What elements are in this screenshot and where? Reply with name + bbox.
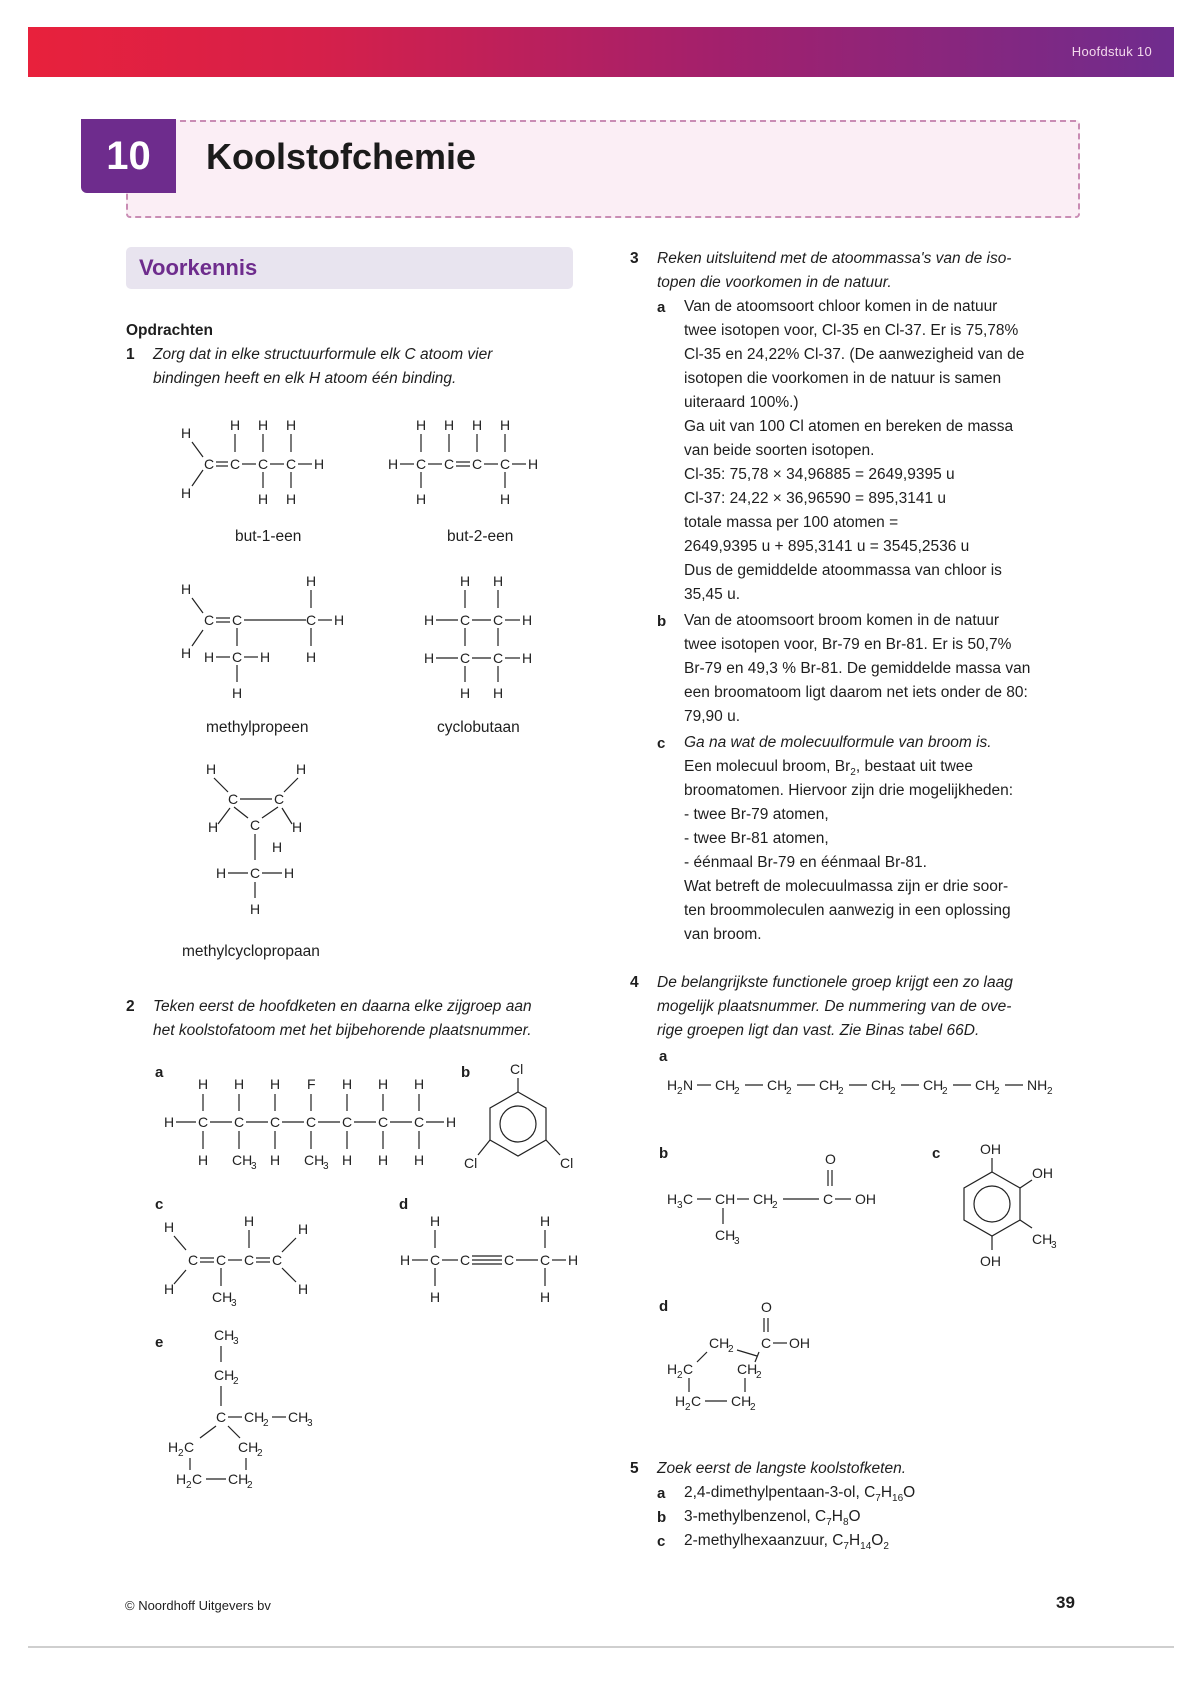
svg-text:C: C bbox=[216, 1409, 227, 1425]
chapter-title: Koolstofchemie bbox=[206, 136, 477, 177]
svg-text:H: H bbox=[176, 1471, 187, 1487]
svg-text:H: H bbox=[314, 456, 325, 472]
svg-text:CH: CH bbox=[288, 1409, 309, 1425]
bottom-rule bbox=[28, 1646, 1174, 1648]
svg-text:C: C bbox=[378, 1114, 389, 1130]
svg-text:C: C bbox=[416, 456, 427, 472]
q4-text-1: De belangrijkste functionele groep krijgt een zo laag bbox=[657, 974, 1013, 991]
svg-text:C: C bbox=[198, 1114, 209, 1130]
svg-text:2: 2 bbox=[734, 1086, 740, 1097]
svg-text:H: H bbox=[500, 417, 511, 433]
q5-label-c: c bbox=[657, 1533, 666, 1550]
svg-text:O: O bbox=[825, 1151, 836, 1167]
svg-text:H: H bbox=[298, 1281, 309, 1297]
svg-text:H: H bbox=[667, 1077, 678, 1093]
svg-text:CH: CH bbox=[731, 1393, 752, 1409]
svg-text:3: 3 bbox=[251, 1161, 257, 1172]
svg-text:O: O bbox=[761, 1299, 772, 1315]
svg-text:H: H bbox=[284, 865, 295, 881]
svg-text:H: H bbox=[292, 819, 303, 835]
q4-label-a: a bbox=[659, 1048, 668, 1065]
svg-text:C: C bbox=[204, 612, 215, 628]
svg-text:C: C bbox=[230, 456, 241, 472]
svg-text:H: H bbox=[430, 1289, 441, 1305]
svg-text:H: H bbox=[446, 1114, 457, 1130]
svg-text:C: C bbox=[216, 1252, 227, 1268]
q3a-line: van beide soorten isotopen. bbox=[684, 442, 875, 459]
svg-text:C: C bbox=[234, 1114, 245, 1130]
q4-text-2: mogelijk plaatsnummer. De nummering van de ove- bbox=[657, 998, 1012, 1015]
q5-number: 5 bbox=[630, 1460, 639, 1477]
svg-text:H: H bbox=[244, 1213, 255, 1229]
svg-text:H: H bbox=[378, 1076, 389, 1092]
svg-text:H: H bbox=[528, 456, 539, 472]
q4-label-c: c bbox=[932, 1145, 941, 1162]
svg-text:H: H bbox=[522, 612, 533, 628]
caption-but-2-een: but-2-een bbox=[447, 528, 514, 545]
svg-text:Cl: Cl bbox=[560, 1155, 574, 1171]
svg-text:H: H bbox=[204, 649, 215, 665]
q3-intro-1: Reken uitsluitend met de atoommassa's van de iso- bbox=[657, 250, 1012, 267]
svg-text:CH: CH bbox=[975, 1077, 996, 1093]
q5-label-b: b bbox=[657, 1509, 667, 1526]
q2-label-d: d bbox=[399, 1196, 409, 1213]
svg-text:H: H bbox=[493, 685, 504, 701]
structure-q2e bbox=[166, 1322, 366, 1492]
svg-text:3: 3 bbox=[323, 1161, 329, 1172]
q3c-line: - twee Br-81 atomen, bbox=[684, 830, 829, 847]
q3c-line: - twee Br-79 atomen, bbox=[684, 806, 829, 823]
svg-text:2: 2 bbox=[994, 1086, 1000, 1097]
svg-text:3: 3 bbox=[231, 1298, 237, 1309]
svg-text:H: H bbox=[493, 573, 504, 589]
q3a-line: Cl-37: 24,22 × 36,96590 = 895,3141 u bbox=[684, 490, 946, 507]
svg-text:2: 2 bbox=[728, 1344, 734, 1355]
q3c-line: ten broommoleculen aanwezig in een oplossing bbox=[684, 902, 1011, 919]
svg-text:H: H bbox=[424, 650, 435, 666]
svg-text:H: H bbox=[416, 417, 427, 433]
svg-text:C: C bbox=[184, 1439, 195, 1455]
q3a-line: Dus de gemiddelde atoommassa van chloor is bbox=[684, 562, 1002, 579]
svg-text:CH: CH bbox=[228, 1471, 249, 1487]
svg-text:H: H bbox=[522, 650, 533, 666]
svg-text:H: H bbox=[181, 645, 192, 661]
caption-cyclobutaan: cyclobutaan bbox=[437, 719, 520, 736]
q1-text-1: Zorg dat in elke structuurformule elk C atoom vier bbox=[153, 346, 493, 363]
q3c-line: Wat betreft de molecuulmassa zijn er drie soor- bbox=[684, 878, 1009, 895]
svg-text:CH: CH bbox=[923, 1077, 944, 1093]
structure-cyclobutaan bbox=[420, 568, 570, 701]
structure-q4b bbox=[667, 1150, 917, 1250]
svg-text:CH: CH bbox=[709, 1335, 730, 1351]
q3b-line: 79,90 u. bbox=[684, 708, 741, 725]
q3a-line: uiteraard 100%.) bbox=[684, 394, 799, 411]
svg-text:Cl: Cl bbox=[464, 1155, 478, 1171]
svg-text:H: H bbox=[540, 1289, 551, 1305]
svg-text:2: 2 bbox=[772, 1200, 778, 1211]
caption-methylpropeen: methylpropeen bbox=[206, 719, 309, 736]
q4-text-3: rige groepen ligt dan vast. Zie Binas tabel 66D. bbox=[657, 1022, 980, 1039]
svg-text:H: H bbox=[270, 1152, 281, 1168]
svg-text:H: H bbox=[424, 612, 435, 628]
q3b-line: Br-79 en 49,3 % Br-81. De gemiddelde massa van bbox=[684, 660, 1031, 677]
svg-text:2: 2 bbox=[677, 1086, 683, 1097]
svg-text:C: C bbox=[274, 791, 285, 807]
svg-text:2: 2 bbox=[750, 1402, 756, 1413]
svg-text:2: 2 bbox=[247, 1480, 253, 1491]
q3b-line: een broomatoom ligt daarom net iets onder de 80: bbox=[684, 684, 1028, 701]
q4-label-d: d bbox=[659, 1298, 669, 1315]
svg-text:H: H bbox=[260, 649, 271, 665]
svg-text:H: H bbox=[430, 1213, 441, 1229]
svg-text:C: C bbox=[192, 1471, 203, 1487]
svg-text:C: C bbox=[460, 650, 471, 666]
svg-text:C: C bbox=[460, 612, 471, 628]
q3-label-a: a bbox=[657, 299, 666, 316]
svg-text:3: 3 bbox=[307, 1418, 313, 1429]
svg-text:CH: CH bbox=[214, 1327, 235, 1343]
svg-text:H: H bbox=[675, 1393, 686, 1409]
q5b-answer: 3-methylbenzenol, $C_7H_8O$ bbox=[684, 1508, 861, 1529]
svg-text:CH: CH bbox=[767, 1077, 788, 1093]
q2-number: 2 bbox=[126, 998, 135, 1015]
svg-text:H: H bbox=[568, 1252, 579, 1268]
svg-text:H: H bbox=[232, 685, 243, 701]
svg-text:C: C bbox=[244, 1252, 255, 1268]
section-title: Voorkennis bbox=[139, 255, 258, 280]
svg-text:H: H bbox=[460, 685, 471, 701]
q3-intro-2: topen die voorkomen in de natuur. bbox=[657, 274, 892, 291]
svg-text:NH: NH bbox=[1027, 1077, 1048, 1093]
svg-text:2: 2 bbox=[186, 1480, 192, 1491]
chapter-banner bbox=[28, 27, 1174, 77]
svg-text:C: C bbox=[444, 456, 455, 472]
svg-text:H: H bbox=[416, 491, 427, 507]
structure-q2b bbox=[464, 1060, 600, 1180]
svg-text:H: H bbox=[667, 1361, 678, 1377]
svg-text:2: 2 bbox=[1047, 1086, 1053, 1097]
svg-text:2: 2 bbox=[233, 1376, 239, 1387]
page-number: 39 bbox=[1056, 1593, 1075, 1612]
svg-text:CH: CH bbox=[819, 1077, 840, 1093]
svg-text:CH: CH bbox=[212, 1289, 233, 1305]
svg-text:C: C bbox=[306, 1114, 317, 1130]
q2-text-1: Teken eerst de hoofdketen en daarna elke zijgroep aan bbox=[153, 998, 532, 1015]
svg-text:OH: OH bbox=[855, 1191, 876, 1207]
q3a-line: Cl-35 en 24,22% Cl-37. (De aanwezigheid van de bbox=[684, 346, 1025, 363]
opdrachten-heading: Opdrachten bbox=[126, 322, 213, 339]
q1-number: 1 bbox=[126, 346, 135, 363]
svg-text:C: C bbox=[540, 1252, 551, 1268]
svg-text:H: H bbox=[164, 1114, 175, 1130]
q5c-answer: 2-methylhexaanzuur, $C_7H_{14}O_2$ bbox=[684, 1532, 889, 1553]
structure-but-2-een bbox=[386, 412, 586, 512]
svg-text:H: H bbox=[296, 761, 307, 777]
svg-text:H: H bbox=[414, 1152, 425, 1168]
svg-text:C: C bbox=[342, 1114, 353, 1130]
svg-text:H: H bbox=[444, 417, 455, 433]
svg-text:H: H bbox=[298, 1221, 309, 1237]
svg-text:C: C bbox=[493, 612, 504, 628]
q2-label-c: c bbox=[155, 1196, 164, 1213]
structure-q2d bbox=[398, 1208, 598, 1318]
svg-text:CH: CH bbox=[214, 1367, 235, 1383]
caption-but-1-een: but-1-een bbox=[235, 528, 302, 545]
svg-text:C: C bbox=[504, 1252, 515, 1268]
svg-text:H: H bbox=[540, 1213, 551, 1229]
structure-q4a bbox=[667, 1072, 1087, 1102]
svg-text:CH: CH bbox=[232, 1152, 253, 1168]
svg-text:C: C bbox=[683, 1191, 694, 1207]
svg-text:2: 2 bbox=[263, 1418, 269, 1429]
svg-text:F: F bbox=[307, 1076, 316, 1092]
q5-intro: Zoek eerst de langste koolstofketen. bbox=[657, 1460, 907, 1477]
svg-text:H: H bbox=[272, 839, 283, 855]
svg-text:3: 3 bbox=[233, 1336, 239, 1347]
svg-text:OH: OH bbox=[980, 1253, 1001, 1269]
q2-label-b: b bbox=[461, 1064, 471, 1081]
svg-text:CH: CH bbox=[304, 1152, 325, 1168]
copyright: © Noordhoff Uitgevers bv bbox=[125, 1598, 271, 1613]
svg-text:C: C bbox=[683, 1361, 694, 1377]
svg-text:N: N bbox=[683, 1077, 694, 1093]
structure-methylpropeen bbox=[178, 568, 378, 701]
svg-text:C: C bbox=[493, 650, 504, 666]
q3a-line: Van de atoomsoort chloor komen in de natuur bbox=[684, 298, 998, 315]
svg-text:OH: OH bbox=[789, 1335, 810, 1351]
svg-text:C: C bbox=[286, 456, 297, 472]
svg-text:C: C bbox=[228, 791, 239, 807]
svg-text:H: H bbox=[250, 901, 261, 917]
svg-text:C: C bbox=[270, 1114, 281, 1130]
svg-text:H: H bbox=[342, 1076, 353, 1092]
svg-text:C: C bbox=[188, 1252, 199, 1268]
svg-text:CH: CH bbox=[715, 1077, 736, 1093]
svg-text:Cl: Cl bbox=[510, 1061, 524, 1077]
q4-label-b: b bbox=[659, 1145, 669, 1162]
svg-text:H: H bbox=[334, 612, 345, 628]
svg-text:H: H bbox=[400, 1252, 411, 1268]
q2-text-2: het koolstofatoom met het bijbehorende plaatsnummer. bbox=[153, 1022, 532, 1039]
svg-text:C: C bbox=[232, 612, 243, 628]
svg-text:2: 2 bbox=[786, 1086, 792, 1097]
svg-text:H: H bbox=[460, 573, 471, 589]
svg-text:C: C bbox=[500, 456, 511, 472]
chapter-label: Hoofdstuk 10 bbox=[1071, 44, 1152, 59]
q5a-answer: 2,4-dimethylpentaan-3-ol, $C_7H_{16}O$ bbox=[684, 1484, 916, 1505]
svg-text:H: H bbox=[306, 649, 317, 665]
svg-text:C: C bbox=[472, 456, 483, 472]
svg-text:C: C bbox=[691, 1393, 702, 1409]
svg-text:CH: CH bbox=[715, 1191, 736, 1207]
q3-label-c: c bbox=[657, 735, 666, 752]
svg-text:C: C bbox=[258, 456, 269, 472]
q3-label-b: b bbox=[657, 613, 667, 630]
q3a-line: 2649,9395 u + 895,3141 u = 3545,2536 u bbox=[684, 538, 970, 555]
svg-text:H: H bbox=[472, 417, 483, 433]
svg-text:OH: OH bbox=[1032, 1165, 1053, 1181]
svg-text:C: C bbox=[460, 1252, 471, 1268]
q3-number: 3 bbox=[630, 250, 639, 267]
svg-text:H: H bbox=[181, 425, 192, 441]
svg-text:CH: CH bbox=[238, 1439, 259, 1455]
chapter-number: 10 bbox=[81, 119, 176, 193]
svg-text:H: H bbox=[286, 417, 297, 433]
svg-text:CH: CH bbox=[753, 1191, 774, 1207]
q3a-line: Ga uit van 100 Cl atomen en bereken de massa bbox=[684, 418, 1014, 435]
svg-text:CH: CH bbox=[737, 1361, 758, 1377]
svg-text:H: H bbox=[168, 1439, 179, 1455]
q5-label-a: a bbox=[657, 1485, 666, 1502]
structure-q2c bbox=[162, 1208, 362, 1318]
svg-text:C: C bbox=[306, 612, 317, 628]
q1-text-2: bindingen heeft en elk H atoom één binding. bbox=[153, 370, 457, 387]
svg-text:H: H bbox=[181, 485, 192, 501]
svg-text:3: 3 bbox=[1051, 1240, 1057, 1251]
svg-text:H: H bbox=[414, 1076, 425, 1092]
svg-text:C: C bbox=[250, 817, 261, 833]
q3a-line: 35,45 u. bbox=[684, 586, 741, 603]
q2-label-e: e bbox=[155, 1334, 164, 1351]
svg-text:H: H bbox=[258, 417, 269, 433]
q3a-line: totale massa per 100 atomen = bbox=[684, 514, 899, 531]
svg-text:H: H bbox=[258, 491, 269, 507]
svg-text:2: 2 bbox=[178, 1448, 184, 1459]
svg-text:C: C bbox=[823, 1191, 834, 1207]
q3a-line: Cl-35: 75,78 × 34,96885 = 2649,9395 u bbox=[684, 466, 955, 483]
svg-text:3: 3 bbox=[677, 1200, 683, 1211]
svg-text:H: H bbox=[270, 1076, 281, 1092]
q3c-line: van broom. bbox=[684, 926, 762, 943]
svg-text:H: H bbox=[206, 761, 217, 777]
svg-text:C: C bbox=[204, 456, 215, 472]
q3a-line: twee isotopen voor, Cl-35 en Cl-37. Er is 75,78% bbox=[684, 322, 1019, 339]
q3c-question: Ga na wat de molecuulformule van broom is. bbox=[684, 734, 992, 751]
svg-text:CH: CH bbox=[244, 1409, 265, 1425]
svg-text:H: H bbox=[181, 581, 192, 597]
svg-text:H: H bbox=[342, 1152, 353, 1168]
svg-text:H: H bbox=[230, 417, 241, 433]
q2-label-a: a bbox=[155, 1064, 164, 1081]
structure-q4c bbox=[950, 1140, 1070, 1280]
svg-text:2: 2 bbox=[756, 1370, 762, 1381]
svg-text:C: C bbox=[430, 1252, 441, 1268]
svg-text:C: C bbox=[272, 1252, 283, 1268]
svg-text:H: H bbox=[164, 1281, 175, 1297]
svg-text:H: H bbox=[198, 1152, 209, 1168]
svg-text:C: C bbox=[232, 649, 243, 665]
svg-text:2: 2 bbox=[890, 1086, 896, 1097]
structure-q4d bbox=[667, 1298, 867, 1428]
q3c-line: - éénmaal Br-79 en éénmaal Br-81. bbox=[684, 854, 927, 871]
structure-methylcyclopropaan bbox=[200, 760, 320, 920]
svg-text:H: H bbox=[198, 1076, 209, 1092]
svg-text:CH: CH bbox=[871, 1077, 892, 1093]
svg-text:H: H bbox=[667, 1191, 678, 1207]
structure-q2a bbox=[162, 1075, 462, 1175]
svg-text:2: 2 bbox=[838, 1086, 844, 1097]
svg-text:H: H bbox=[306, 573, 317, 589]
svg-text:CH: CH bbox=[715, 1227, 736, 1243]
svg-text:2: 2 bbox=[257, 1448, 263, 1459]
svg-text:H: H bbox=[164, 1219, 175, 1235]
structure-but-1-een bbox=[178, 412, 378, 512]
q4-number: 4 bbox=[630, 974, 639, 991]
q3a-line: isotopen die voorkomen in de natuur is samen bbox=[684, 370, 1002, 387]
svg-text:H: H bbox=[234, 1076, 245, 1092]
svg-text:H: H bbox=[208, 819, 219, 835]
q3b-line: Van de atoomsoort broom komen in de natuur bbox=[684, 612, 1000, 629]
q3b-line: twee isotopen voor, Br-79 en Br-81. Er is 50,7% bbox=[684, 636, 1012, 653]
q3c-line-br2: Een molecuul broom, $Br_2$, bestaat uit twee bbox=[684, 758, 974, 779]
svg-text:H: H bbox=[216, 865, 227, 881]
svg-text:OH: OH bbox=[980, 1141, 1001, 1157]
svg-text:2: 2 bbox=[685, 1402, 691, 1413]
svg-text:3: 3 bbox=[734, 1236, 740, 1247]
q3c-line: broomatomen. Hiervoor zijn drie mogelijkheden: bbox=[684, 782, 1014, 799]
caption-methylcyclopropaan: methylcyclopropaan bbox=[182, 943, 320, 960]
svg-text:C: C bbox=[761, 1335, 772, 1351]
svg-text:H: H bbox=[378, 1152, 389, 1168]
svg-text:C: C bbox=[250, 865, 261, 881]
svg-text:CH: CH bbox=[1032, 1231, 1053, 1247]
svg-text:C: C bbox=[414, 1114, 425, 1130]
svg-text:2: 2 bbox=[677, 1370, 683, 1381]
svg-text:H: H bbox=[388, 456, 399, 472]
svg-text:2: 2 bbox=[942, 1086, 948, 1097]
svg-text:H: H bbox=[500, 491, 511, 507]
svg-text:H: H bbox=[286, 491, 297, 507]
